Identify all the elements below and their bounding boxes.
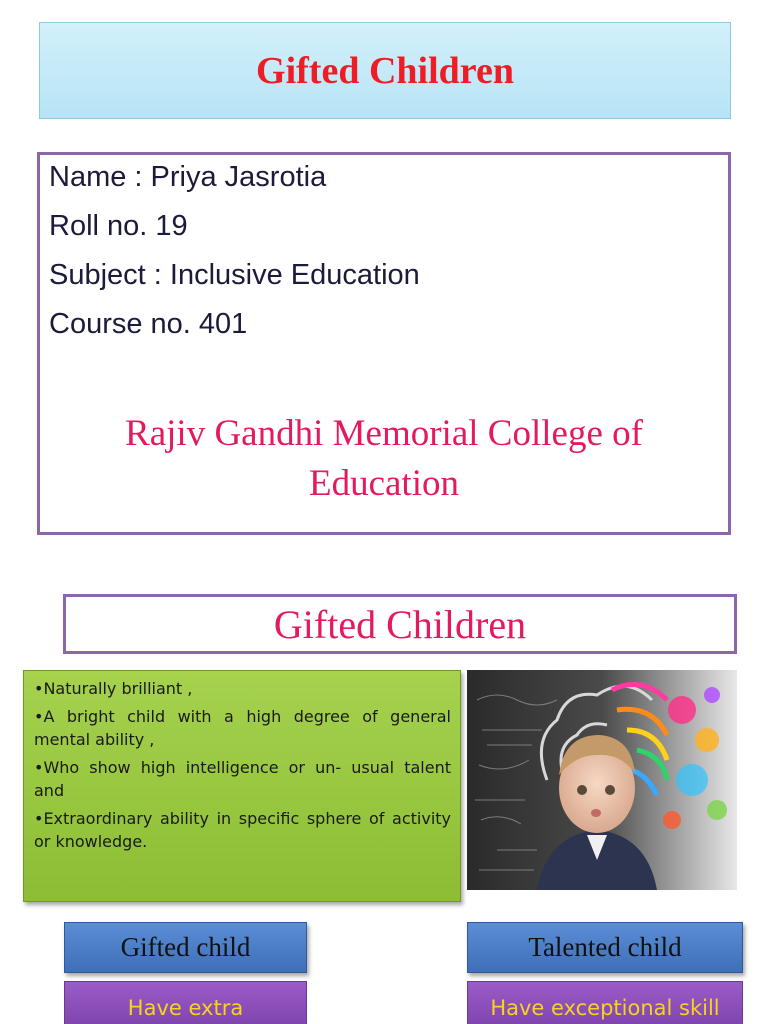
college-name-line2: Education <box>308 463 459 504</box>
student-info-box <box>37 152 731 535</box>
section-title-box <box>63 594 737 654</box>
talented-child-description: Have exceptional skill <box>467 981 743 1024</box>
course-number: Course no. 401 <box>49 308 248 340</box>
gifted-child-card: Gifted child <box>64 922 307 973</box>
definition-point: •A bright child with a high degree of general mental ability , <box>34 707 451 749</box>
child-brain-illustration <box>467 670 737 890</box>
talented-child-card: Talented child <box>467 922 743 973</box>
page-title: Gifted Children <box>256 49 514 92</box>
student-name: Name : Priya Jasrotia <box>49 161 327 193</box>
section-title: Gifted Children <box>273 601 527 647</box>
gifted-child-description: Have extra <box>64 981 307 1024</box>
definition-point: •Naturally brilliant , <box>34 679 193 698</box>
definition-point: •Extraordinary ability in specific sphere of activity or knowledge. <box>34 809 451 851</box>
roll-number: Roll no. 19 <box>49 210 188 242</box>
college-name-line1: Rajiv Gandhi Memorial College of <box>125 413 643 454</box>
title-banner <box>39 22 731 119</box>
definition-point: •Who show high intelligence or un- usual talent and <box>34 758 451 800</box>
college-name <box>40 409 728 509</box>
subject: Subject : Inclusive Education <box>49 259 420 291</box>
definition-box <box>23 670 461 902</box>
